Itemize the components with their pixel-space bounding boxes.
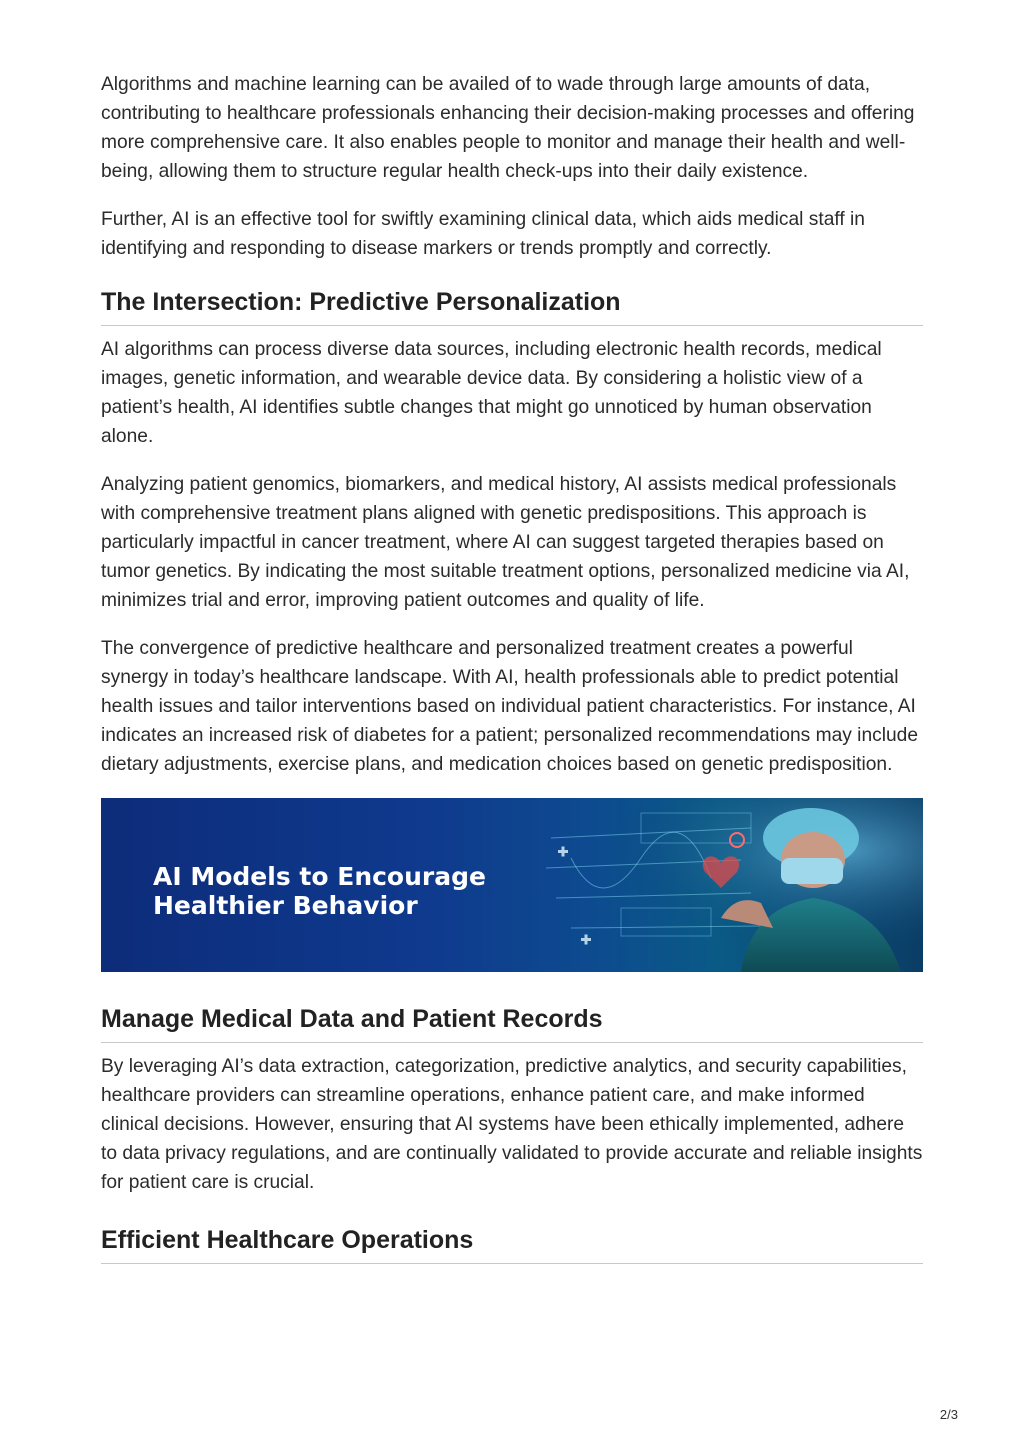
section-paragraph: Analyzing patient genomics, biomarkers, and medical history, AI assists medical professionals with comprehensive treatment plans aligned with genetic predispositions. This approach is particularly impactful in cancer treatment, where AI can suggest targeted therapies based on tumor genetics. By indicating the most suitable treatment options, personalized medicine via AI, minimizes trial and error, improving patient outcomes and quality of life. — [101, 474, 910, 611]
section-paragraph: The convergence of predictive healthcare and personalized treatment creates a powerful synergy in today’s healthcare landscape. With AI, health professionals able to predict potential health issues and tailor interventions based on individual patient characteristics. For instance, AI indicates an increased risk of diabetes for a patient; personalized recommendations may include dietary adjustments, exercise plans, and medication choices based on genetic predisposition. — [101, 638, 918, 775]
section-paragraph: By leveraging AI’s data extraction, categorization, predictive analytics, and security capabilities, healthcare providers can streamline operations, enhance patient care, and make informed clinical decisions. However, ensuring that AI systems have been ethically implemented, adhere to data privacy regulations, and are continually validated to provide accurate and reliable insights for patient care is crucial. — [101, 1056, 923, 1193]
article-body — [101, 70, 923, 1273]
page-number: 2/3 — [939, 1407, 958, 1422]
section-paragraph: AI algorithms can process diverse data sources, including electronic health records, medical images, genetic information, and wearable device data. By considering a holistic view of a patient’s health, AI identifies subtle changes that might go unnoticed by human observation alone. — [101, 339, 882, 447]
section-heading: The Intersection: Predictive Personalization — [101, 285, 923, 326]
section-predictive-personalization — [101, 285, 923, 779]
intro-paragraph-1: Algorithms and machine learning can be availed of to wade through large amounts of data, contributing to healthcare professionals enhancing their decision-making processes and offering more comprehensive care. It also enables people to monitor and manage their health and well-being, allowing them to structure regular health check-ups into their daily existence. — [101, 74, 915, 182]
section-heading: Manage Medical Data and Patient Records — [101, 1002, 923, 1043]
section-efficient-operations — [101, 1223, 923, 1264]
section-heading: Efficient Healthcare Operations — [101, 1223, 923, 1264]
banner-title: AI Models to Encourage Healthier Behavior — [153, 862, 486, 920]
banner-image — [101, 798, 923, 972]
section-manage-medical-data — [101, 1002, 923, 1197]
intro-paragraph-2: Further, AI is an effective tool for swiftly examining clinical data, which aids medical staff in identifying and responding to disease markers or trends promptly and correctly. — [101, 209, 865, 259]
